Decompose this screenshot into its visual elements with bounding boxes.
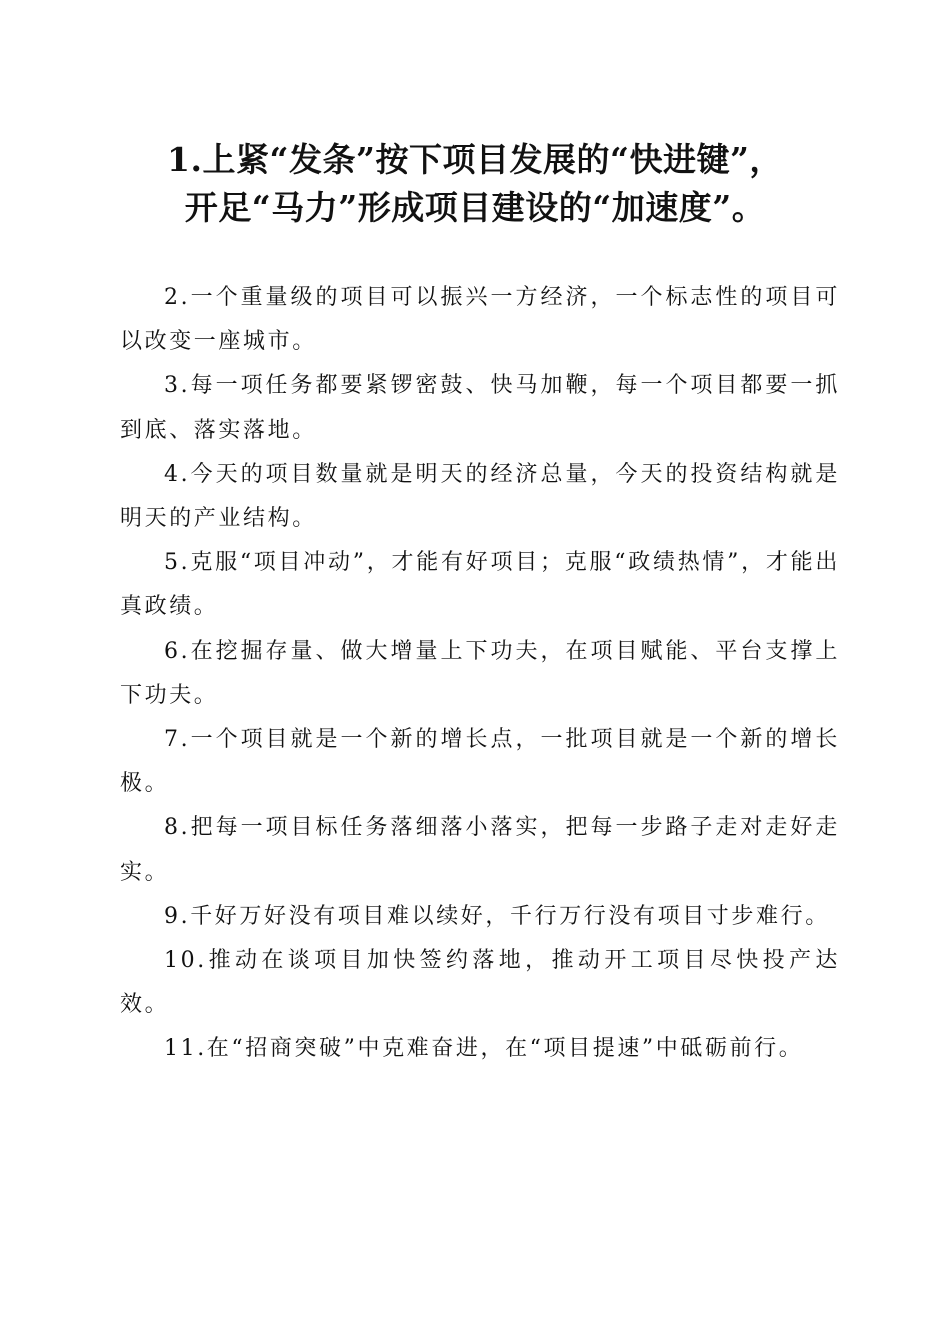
paragraph-7: 7.一个项目就是一个新的增长点，一批项目就是一个新的增长极。 <box>120 727 840 797</box>
document-title <box>60 136 890 232</box>
paragraph-3: 3.每一项任务都要紧锣密鼓、快马加鞭，每一个项目都要一抓到底、落实落地。 <box>120 373 840 443</box>
document-body <box>120 276 840 1072</box>
paragraph-11: 11.在“招商突破”中克难奋进，在“项目提速”中砥砺前行。 <box>164 1036 804 1062</box>
title-line-1: 1.上紧“发条”按下项目发展的“快进键”， <box>167 140 783 179</box>
paragraph-10: 10.推动在谈项目加快签约落地，推动开工项目尽快投产达效。 <box>120 948 840 1018</box>
title-line-2: 开足“马力”形成项目建设的“加速度”。 <box>184 188 766 227</box>
paragraph-8: 8.把每一项目标任务落细落小落实，把每一步路子走对走好走实。 <box>120 815 840 885</box>
paragraph-4: 4.今天的项目数量就是明天的经济总量，今天的投资结构就是明天的产业结构。 <box>120 461 840 532</box>
paragraph-6: 6.在挖掘存量、做大增量上下功夫，在项目赋能、平台支撑上下功夫。 <box>120 638 840 708</box>
paragraph-9: 9.千好万好没有项目难以续好，千行万行没有项目寸步难行。 <box>164 903 830 929</box>
paragraph-2: 2.一个重量级的项目可以振兴一方经济，一个标志性的项目可以改变一座城市。 <box>120 285 840 355</box>
paragraph-5: 5.克服“项目冲动”，才能有好项目；克服“政绩热情”，才能出真政绩。 <box>120 550 840 620</box>
